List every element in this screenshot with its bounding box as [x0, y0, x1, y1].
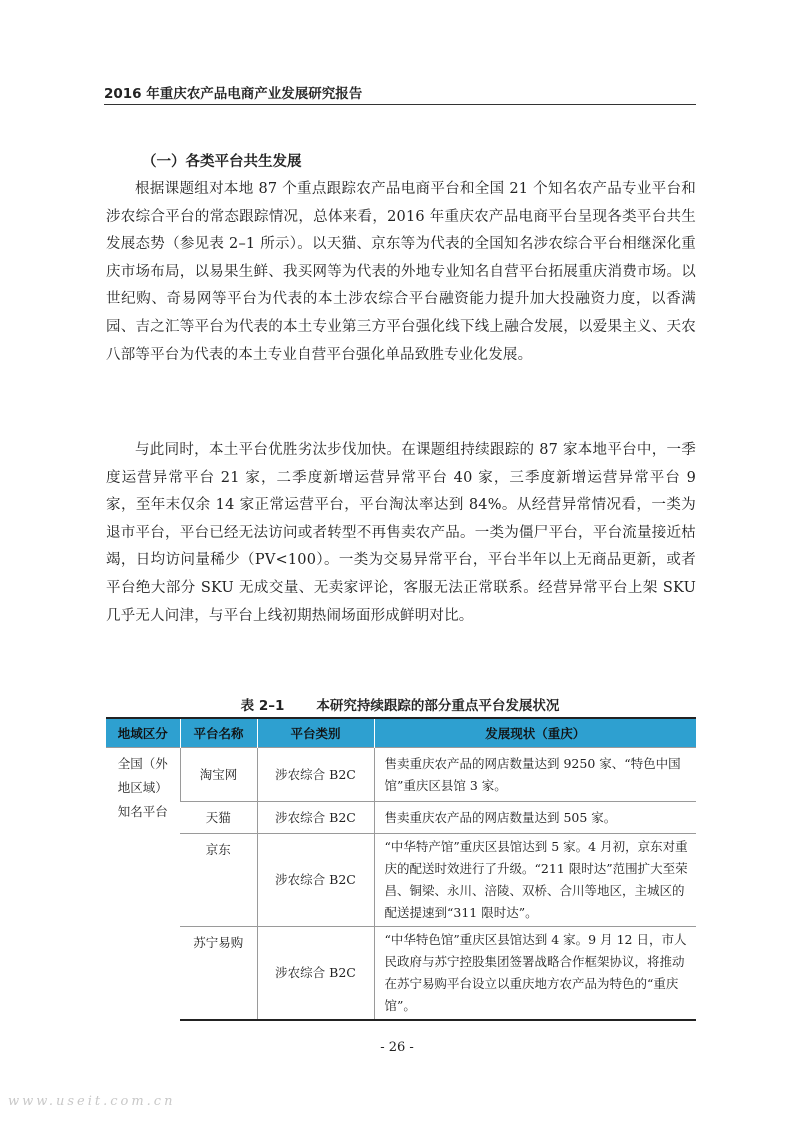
platform-name-cell: 苏宁易购: [180, 927, 257, 1021]
header-rule: [104, 104, 696, 105]
region-cell: [106, 748, 180, 1021]
table-caption-title: 本研究持续跟踪的部分重点平台发展状况: [316, 698, 560, 714]
section-heading: （一）各类平台共生发展: [142, 154, 302, 170]
table-header-row: [106, 718, 696, 748]
platform-status-table: [106, 717, 696, 1021]
running-header: 2016 年重庆农产品电商产业发展研究报告: [104, 86, 363, 102]
region-line: 全国（外: [117, 756, 168, 771]
status-cell: 售卖重庆农产品的网店数量达到 505 家。: [374, 802, 696, 834]
status-cell: “中华特产馆”重庆区县馆达到 5 家。4 月初，京东对重庆的配送时效进行了升级。“211 限时达”范围扩大至荣昌、铜梁、永川、涪陵、双桥、合川等地区，主城区的配送提速到“311 限时达”。: [374, 834, 696, 927]
status-cell: 售卖重庆农产品的网店数量达到 9250 家、“特色中国馆”重庆区县馆 3 家。: [374, 748, 696, 802]
column-header: 地域区分: [106, 718, 180, 748]
platform-category-cell: 涉农综合 B2C: [257, 748, 374, 802]
table-row: [106, 834, 696, 927]
platform-name-cell: 淘宝网: [180, 748, 257, 802]
table-row: [106, 802, 696, 834]
status-cell: “中华特色馆”重庆区县馆达到 4 家。9 月 12 日，市人民政府与苏宁控股集团签署战略合作框架协议，将推动在苏宁易购平台设立以重庆地方农产品为特色的“重庆馆”。: [374, 927, 696, 1021]
table-caption: [104, 694, 696, 714]
page-number: - 26 -: [380, 1040, 414, 1055]
column-header: 发展现状（重庆）: [374, 718, 696, 748]
platform-category-cell: 涉农综合 B2C: [257, 802, 374, 834]
region-line: 知名平台: [117, 804, 168, 819]
table-caption-number: 表 2–1: [240, 698, 285, 714]
table-row: [106, 748, 696, 802]
platform-category-cell: 涉农综合 B2C: [257, 834, 374, 927]
table-row: [106, 927, 696, 1021]
column-header: 平台名称: [180, 718, 257, 748]
platform-category-cell: 涉农综合 B2C: [257, 927, 374, 1021]
region-line: 地区域）: [117, 780, 168, 795]
body-paragraph: 与此同时，本土平台优胜劣汰步伐加快。在课题组持续跟踪的 87 家本地平台中，一季度运营异常平台 21 家，二季度新增运营异常平台 40 家，三季度新增运营异常平台 9 家，至年末仅余 14 家正常运营平台，平台淘汰率达到 84%。从经营异常情况看，一类为退市平台，平台已经无法访问或者转型不再售卖农产品。一类为僵尸平台，平台流量接近枯竭，日均访问量稀少（PV<100）。一类为交易异常平台，平台半年以上无商品更新，或者平台绝大部分 SKU 无成交量、无卖家评论，客服无法正常联系。经营异常平台上架 SKU 几乎无人问津，与平台上线初期热闹场面形成鲜明对比。: [106, 442, 696, 624]
platform-name-cell: 京东: [180, 834, 257, 927]
platform-name-cell: 天猫: [180, 802, 257, 834]
body-paragraph: 根据课题组对本地 87 个重点跟踪农产品电商平台和全国 21 个知名农产品专业平台和涉农综合平台的常态跟踪情况，总体来看，2016 年重庆农产品电商平台呈现各类平台共生发展态势（参见表 2–1 所示）。以天猫、京东等为代表的全国知名涉农综合平台相继深化重庆市场布局，以易果生鲜、我买网等为代表的外地专业知名自营平台拓展重庆消费市场。以世纪购、奇易网等平台为代表的本土涉农综合平台融资能力提升加大投融资力度，以香满园、吉之汇等平台为代表的本土专业第三方平台强化线下线上融合发展，以爱果主义、天农八部等平台为代表的本土专业自营平台强化单品致胜专业化发展。: [106, 181, 696, 363]
watermark: www.useit.com.cn: [8, 1094, 176, 1109]
column-header: 平台类别: [257, 718, 374, 748]
